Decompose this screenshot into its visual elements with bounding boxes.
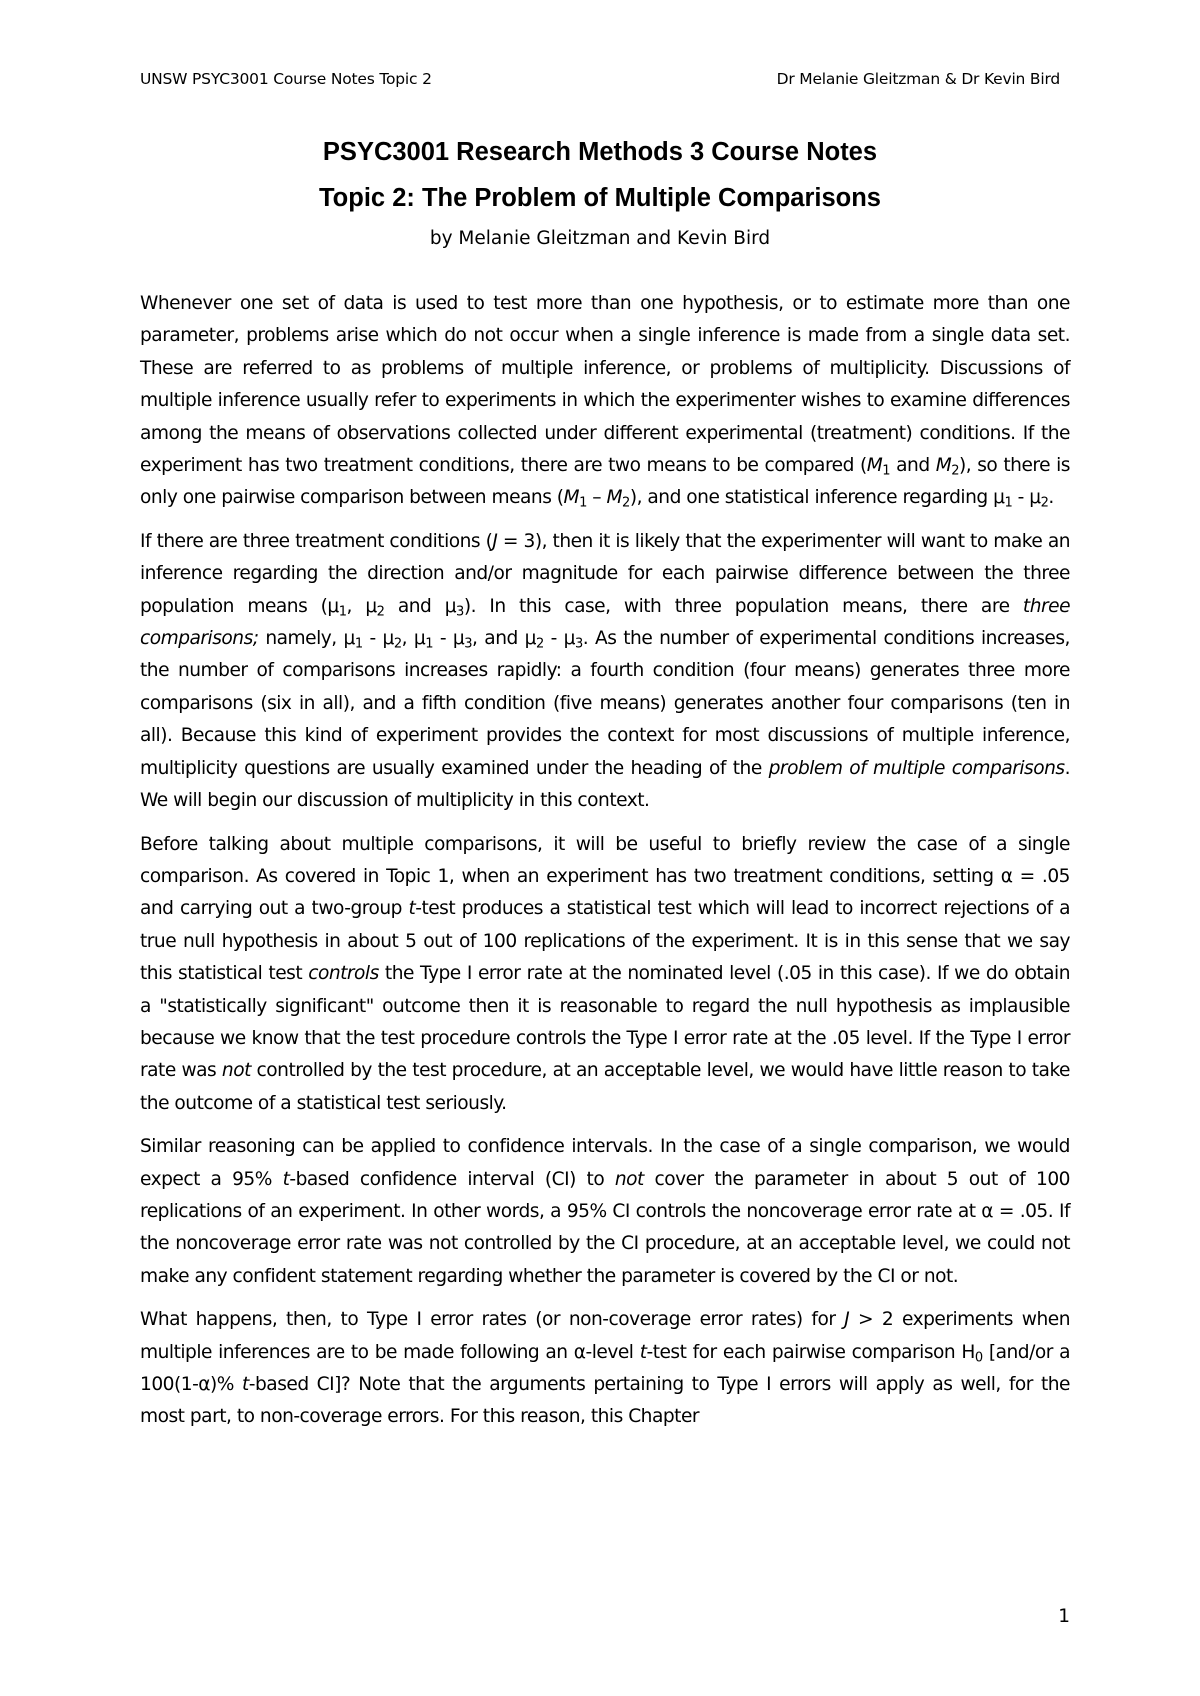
running-header bbox=[140, 70, 1060, 94]
paragraph-3: Before talking about multiple comparisons, it will be useful to briefly review the case of a single comparison. As covered in Topic 1, when an experiment has two treatment conditions, setting α = .05 and carrying out a two-group t-test produces a statistical test which will lead to incorrect rejections of a true null hypothesis in about 5 out of 100 replications of the experiment. It is in this sense that we say this statistical test controls the Type I error rate at the nominated level (.05 in this case). If we do obtain a "statistically significant" outcome then it is reasonable to regard the null hypothesis as implausible because we know that the test procedure controls the Type I error rate at the .05 level. If the Type I error rate was not controlled by the test procedure, at an acceptable level, we would have little reason to take the outcome of a statistical test seriously. bbox=[140, 833, 1071, 1114]
page-number: 1 bbox=[1058, 1606, 1070, 1627]
header-authors: Dr Melanie Gleitzman & Dr Kevin Bird bbox=[776, 70, 1060, 88]
title-block bbox=[140, 136, 1060, 252]
topic-title: Topic 2: The Problem of Multiple Comparisons bbox=[319, 184, 881, 212]
document-title: PSYC3001 Research Methods 3 Course Notes bbox=[322, 138, 878, 166]
paragraph-2: If there are three treatment conditions (J = 3), then it is likely that the experimenter will want to make an inference regarding the direction and/or magnitude for each pairwise difference between the three population means ($\mu_1$, $\mu_2$ and $\mu_3$). In this case, with three population means, there are three comparisons; namely, $\mu_1 - \mu_2$, $\mu_1 - \mu_3$, and $\mu_2 - \mu_3$. As the number of experimental conditions increases, the number of comparisons increases rapidly: a fourth condition (four means) generates three more comparisons (six in all), and a fifth condition (five means) generates another four comparisons (ten in all). Because this kind of experiment provides the context for most discussions of multiple inference, multiplicity questions are usually examined under the heading of the problem of multiple comparisons. We will begin our discussion of multiplicity in this context. bbox=[140, 530, 1071, 812]
byline: by Melanie Gleitzman and Kevin Bird bbox=[429, 228, 771, 249]
paragraph-1: Whenever one set of data is used to test more than one hypothesis, or to estimate more than one parameter, problems arise which do not occur when a single inference is made from a single data set. These are referred to as problems of multiple inference, or problems of multiplicity. Discussions of multiple inference usually refer to experiments in which the experimenter wishes to examine differences among the means of observations collected under different experimental (treatment) conditions. If the experiment has two treatment conditions, there are two means to be compared ($M_1$ and $M_2$), so there is only one pairwise comparison between means $(M_1 - M_2)$, and one statistical inference regarding $\mu_1 - \mu_2$. bbox=[140, 293, 1070, 511]
paragraph-4: Similar reasoning can be applied to confidence intervals. In the case of a single comparison, we would expect a 95% t-based confidence interval (CI) to not cover the parameter in about 5 out of 100 replications of an experiment. In other words, a 95% CI controls the noncoverage error rate at α = .05. If the noncoverage error rate was not controlled by the CI procedure, at an acceptable level, we could not make any confident statement regarding whether the parameter is covered by the CI or not. bbox=[140, 1136, 1070, 1287]
paragraph-5: What happens, then, to Type I error rates (or non-coverage error rates) for J > 2 experiments when multiple inferences are to be made following an α-level t-test for each pairwise comparison $H_0$ [and/or a 100(1-α)% t-based CI]? Note that the arguments pertaining to Type I errors will apply as well, for the most part, to non-coverage errors. For this reason, this Chapter bbox=[140, 1309, 1070, 1428]
header-course-title: UNSW PSYC3001 Course Notes Topic 2 bbox=[140, 70, 432, 88]
body-text bbox=[140, 288, 1070, 1445]
